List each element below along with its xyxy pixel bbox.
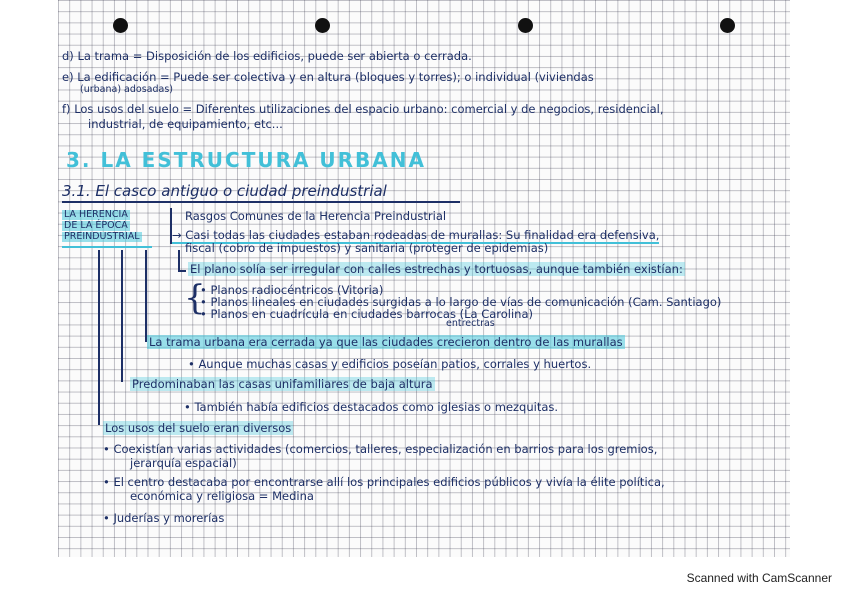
scanner-watermark: Scanned with CamScanner <box>686 571 832 585</box>
tree-connector <box>145 250 147 342</box>
note-line-f1: f) Los usos del suelo = Diferentes utilizaciones del espacio urbano: comercial y de negocios, residencial, <box>62 102 664 116</box>
casas-bullet: • También había edificios destacados como iglesias o mezquitas. <box>184 400 559 414</box>
usos-a1: • Coexistían varias actividades (comercios, talleres, especialización en barrios para los gremios, <box>103 442 658 456</box>
plano-c: • Planos en cuadrícula en ciudades barrocas (La Carolina) <box>200 307 533 321</box>
note-line-f2: industrial, de equipamiento, etc... <box>88 117 283 131</box>
subsection-title: 3.1. El casco antiguo o ciudad preindustrial <box>62 182 387 200</box>
usos-line: Los usos del suelo eran diversos <box>105 421 292 435</box>
tree-connector <box>178 270 186 272</box>
note-line-e2: (urbana) adosadas) <box>80 84 173 95</box>
left-label-3: PREINDUSTRIAL <box>64 231 140 242</box>
trama-line: La trama urbana era cerrada ya que las ciudades crecieron dentro de las murallas <box>149 335 623 349</box>
binder-hole <box>720 18 735 33</box>
label-underline <box>62 246 152 248</box>
trama-bullet: • Aunque muchas casas y edificios poseían patios, corrales y huertos. <box>188 357 592 371</box>
tree-connector <box>121 250 123 382</box>
note-line-d: d) La trama = Disposición de los edificios, puede ser abierta o cerrada. <box>62 49 472 63</box>
usos-b2: económica y religiosa = Medina <box>130 489 314 503</box>
tree-connector <box>98 250 100 425</box>
binder-hole <box>113 18 128 33</box>
binder-hole <box>315 18 330 33</box>
entrecrras-note: entrectras <box>446 318 495 329</box>
murallas-line-2: fiscal (cobro de impuestos) y sanitaria (proteger de epidemias) <box>185 241 549 255</box>
brace: { <box>184 278 206 318</box>
casas-line: Predominaban las casas unifamiliares de baja altura <box>132 377 433 391</box>
note-line-e1: e) La edificación = Puede ser colectiva y en altura (bloques y torres); o individual (viviendas <box>62 70 594 84</box>
plano-a: • Planos radiocéntricos (Vitoria) <box>200 283 384 297</box>
plano-line: El plano solía ser irregular con calles estrechas y tortuosas, aunque también existían: <box>190 262 683 276</box>
usos-b1: • El centro destacaba por encontrarse allí los principales edificios públicos y vivía la élite política, <box>103 475 665 489</box>
murallas-line-1: → Casi todas las ciudades estaban rodeadas de murallas: Su finalidad era defensiva, <box>172 228 660 242</box>
usos-a2: jerarquía espacial) <box>130 456 237 470</box>
left-label-1: LA HERENCIA <box>64 209 128 220</box>
binder-hole <box>518 18 533 33</box>
tree-connector <box>178 250 180 270</box>
plano-b: • Planos lineales en ciudades surgidas a lo largo de vías de comunicación (Cam. Santiago) <box>200 295 722 309</box>
usos-c: • Juderías y morerías <box>103 511 225 525</box>
title-underline <box>62 201 460 203</box>
rasgos-heading: Rasgos Comunes de la Herencia Preindustrial <box>185 209 447 223</box>
left-label-2: DE LA ÉPOCA <box>64 220 128 231</box>
section-title: 3. LA ESTRUCTURA URBANA <box>66 148 426 172</box>
